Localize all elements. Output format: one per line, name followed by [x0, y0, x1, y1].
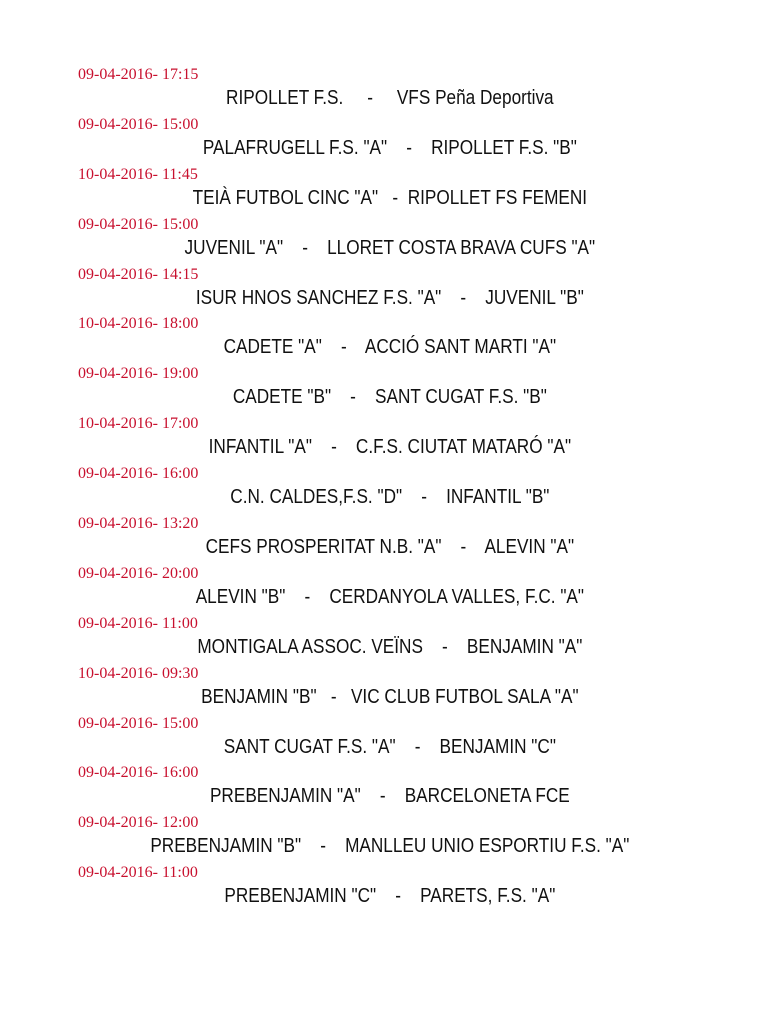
match-teams [55, 535, 725, 559]
match-datetime: 09-04-2016- 15:00 [78, 115, 199, 133]
match-entry [0, 511, 779, 561]
away-team: VIC CLUB FUTBOL SALA "A" [350, 685, 579, 708]
home-team: ISUR HNOS SANCHEZ F.S. "A" [195, 286, 442, 309]
match-datetime: 09-04-2016- 19:00 [78, 365, 199, 383]
home-team: RIPOLLET F.S. [226, 87, 344, 109]
match-teams [55, 335, 725, 359]
match-teams [55, 685, 725, 709]
match-teams [55, 385, 725, 409]
versus-separator: - [360, 785, 405, 808]
away-team: BENJAMIN "C" [439, 735, 556, 758]
match-datetime: 10-04-2016- 17:00 [78, 415, 199, 433]
match-teams [55, 784, 725, 808]
home-team: PREBENJAMIN "C" [224, 885, 377, 908]
versus-separator: - [331, 386, 376, 409]
match-datetime: 09-04-2016- 14:15 [78, 265, 199, 283]
match-datetime: 10-04-2016- 11:45 [78, 165, 198, 183]
match-entry [0, 561, 779, 611]
match-datetime: 09-04-2016- 20:00 [78, 564, 199, 582]
match-entry [0, 62, 779, 112]
versus-separator: - [285, 585, 330, 608]
away-team: PARETS, F.S. "A" [420, 885, 556, 908]
match-teams [55, 735, 725, 759]
match-entry [0, 262, 779, 312]
match-datetime: 09-04-2016- 16:00 [78, 764, 199, 782]
home-team: TEIÀ FUTBOL CINC "A" [192, 186, 379, 209]
match-datetime: 10-04-2016- 18:00 [78, 315, 199, 333]
home-team: C.N. CALDES,F.S. "D" [230, 486, 403, 509]
home-team: PREBENJAMIN "A" [209, 785, 361, 808]
match-teams [55, 884, 725, 908]
match-entry [0, 162, 779, 212]
away-team: LLORET COSTA BRAVA CUFS "A" [327, 236, 596, 259]
away-team: CERDANYOLA VALLES, F.C. "A" [329, 585, 585, 608]
versus-separator: - [376, 885, 421, 908]
match-datetime: 09-04-2016- 16:00 [78, 465, 199, 483]
versus-separator: - [311, 436, 356, 459]
away-team: SANT CUGAT F.S. "B" [375, 386, 547, 409]
home-team: CEFS PROSPERITAT N.B. "A" [205, 536, 442, 559]
home-team: BENJAMIN "B" [201, 685, 317, 708]
match-datetime: 09-04-2016- 11:00 [78, 864, 198, 882]
home-team: MONTIGALA ASSOC. VEÏNS [197, 635, 423, 658]
versus-separator: - [283, 236, 328, 259]
versus-separator: - [316, 685, 351, 708]
versus-separator: - [301, 835, 346, 858]
away-team: VFS Peña Deportiva [396, 87, 554, 109]
away-team: MANLLEU UNIO ESPORTIU F.S. "A" [345, 835, 630, 858]
away-team: RIPOLLET FS FEMENI [407, 186, 588, 209]
match-teams [55, 186, 725, 210]
home-team: CADETE "A" [223, 336, 322, 359]
match-entry [0, 760, 779, 810]
match-teams [55, 136, 725, 160]
home-team: JUVENIL "A" [184, 236, 284, 259]
match-entry [0, 461, 779, 511]
match-datetime: 09-04-2016- 11:00 [78, 614, 198, 632]
match-datetime: 09-04-2016- 12:00 [78, 814, 199, 832]
versus-separator: - [395, 735, 440, 758]
home-team: SANT CUGAT F.S. "A" [223, 735, 396, 758]
away-team: BARCELONETA FCE [404, 785, 570, 808]
away-team: C.F.S. CIUTAT MATARÓ "A" [355, 436, 572, 459]
away-team: JUVENIL "B" [485, 286, 584, 309]
match-teams [55, 286, 725, 310]
match-entry [0, 112, 779, 162]
versus-separator: - [343, 87, 397, 109]
match-teams [55, 635, 725, 659]
match-teams [55, 585, 725, 609]
away-team: ACCIÓ SANT MARTI "A" [364, 336, 557, 359]
versus-separator: - [402, 486, 447, 509]
away-team: INFANTIL "B" [446, 486, 550, 509]
versus-separator: - [321, 336, 365, 359]
match-entry [0, 661, 779, 711]
home-team: ALEVIN "B" [195, 585, 286, 608]
match-datetime: 10-04-2016- 09:30 [78, 664, 199, 682]
versus-separator: - [422, 635, 467, 658]
match-datetime: 09-04-2016- 17:15 [78, 66, 199, 83]
away-team: BENJAMIN "A" [466, 635, 583, 658]
match-datetime: 09-04-2016- 13:20 [78, 515, 199, 533]
match-entry [0, 810, 779, 860]
match-schedule [0, 62, 779, 910]
match-entry [0, 411, 779, 461]
match-teams [55, 86, 725, 110]
match-teams [55, 435, 725, 459]
match-teams [55, 485, 725, 509]
home-team: PALAFRUGELL F.S. "A" [202, 136, 388, 159]
match-entry [0, 361, 779, 411]
match-entry [0, 711, 779, 761]
versus-separator: - [378, 186, 408, 209]
match-datetime: 09-04-2016- 15:00 [78, 215, 199, 233]
match-datetime: 09-04-2016- 15:00 [78, 714, 199, 732]
match-teams [55, 834, 725, 858]
match-entry [0, 860, 779, 910]
match-entry [0, 311, 779, 361]
match-entry [0, 611, 779, 661]
match-entry [0, 212, 779, 262]
match-teams [55, 236, 725, 260]
away-team: ALEVIN "A" [484, 536, 575, 559]
home-team: INFANTIL "A" [208, 436, 312, 459]
home-team: CADETE "B" [232, 386, 332, 409]
away-team: RIPOLLET F.S. "B" [431, 136, 577, 159]
versus-separator: - [441, 286, 486, 309]
home-team: PREBENJAMIN "B" [150, 835, 302, 858]
versus-separator: - [441, 536, 485, 559]
versus-separator: - [387, 136, 432, 159]
